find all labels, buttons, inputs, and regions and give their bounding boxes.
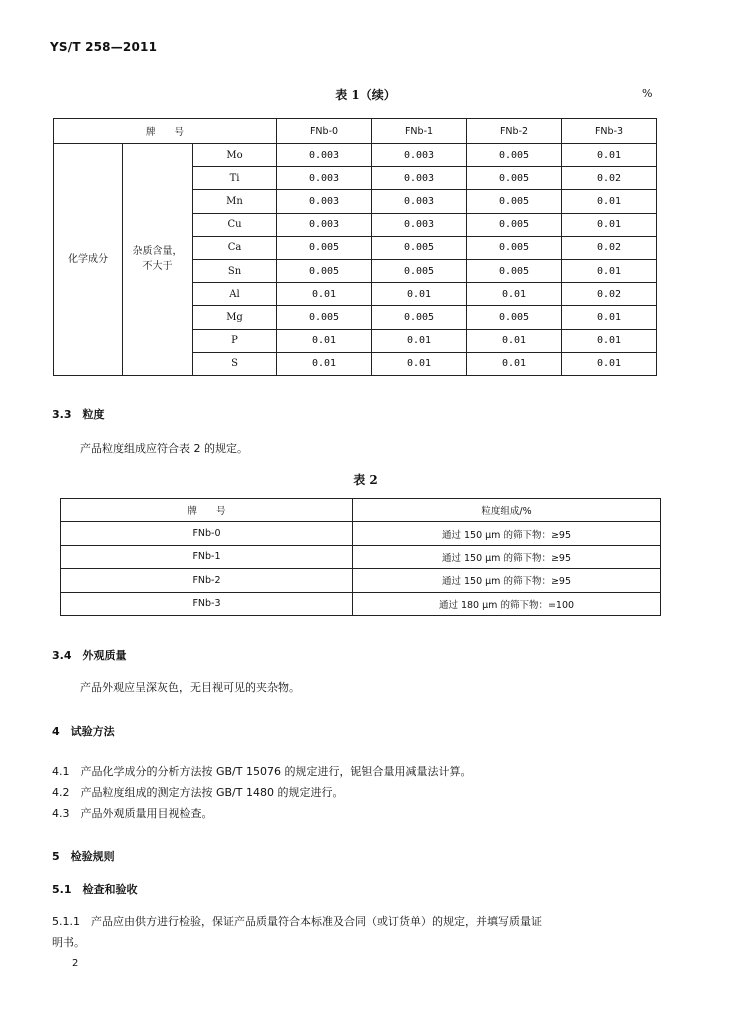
impurity-value: 0.01: [372, 283, 467, 306]
clause-5-1-1-line1: 5.1.1 产品应由供方进行检验，保证产品质量符合本标准及合同（或订货单）的规定，并填写质量证: [52, 915, 542, 928]
impurity-value: 0.01: [467, 329, 562, 352]
impurity-value: 0.01: [467, 352, 562, 375]
impurity-value: 0.003: [277, 144, 372, 167]
page-number: 2: [72, 958, 79, 969]
table2-row: [61, 545, 661, 568]
impurity-value: 0.005: [372, 306, 467, 329]
impurity-value: 0.005: [372, 236, 467, 259]
impurity-value: 0.01: [562, 213, 657, 236]
row-group-label: 化学成分: [54, 144, 123, 376]
impurity-value: 0.003: [277, 167, 372, 190]
impurity-value: 0.01: [562, 144, 657, 167]
section-3-4-text: 产品外观应呈深灰色，无目视可见的夹杂物。: [80, 681, 300, 694]
particle-size-cell: 通过 150 μm 的筛下物：≥95: [353, 545, 661, 568]
impurity-value: 0.005: [277, 236, 372, 259]
element-symbol: Mo: [193, 144, 277, 167]
impurity-value: 0.02: [562, 167, 657, 190]
section-3-3-heading: 3.3 粒度: [52, 408, 105, 421]
section-4-item: 4.1 产品化学成分的分析方法按 GB/T 15076 的规定进行，铌钽合量用减量法计算。: [52, 765, 472, 778]
element-symbol: Sn: [193, 259, 277, 282]
grade-cell: FNb-1: [61, 545, 353, 568]
grade-header: 牌 号: [61, 499, 353, 522]
clause-5-1-1-line2: 明书。: [52, 936, 85, 949]
impurity-value: 0.02: [562, 236, 657, 259]
section-4-item: 4.3 产品外观质量用目视检查。: [52, 807, 213, 820]
impurity-value: 0.005: [467, 190, 562, 213]
particle-size-cell: 通过 150 μm 的筛下物：≥95: [353, 569, 661, 592]
table1-caption: 表 1（续）: [335, 88, 396, 102]
impurity-value: 0.01: [562, 352, 657, 375]
sub-group-label: 杂质含量，不大于: [123, 144, 193, 376]
grade-col: FNb-1: [372, 119, 467, 144]
section-3-3-text: 产品粒度组成应符合表 2 的规定。: [80, 442, 248, 455]
impurity-value: 0.003: [277, 190, 372, 213]
table2-particle-size: [60, 498, 661, 616]
impurity-value: 0.02: [562, 283, 657, 306]
particle-size-cell: 通过 180 μm 的筛下物：=100: [353, 592, 661, 615]
element-symbol: Mn: [193, 190, 277, 213]
section-4-heading: 4 试验方法: [52, 725, 115, 738]
particle-size-cell: 通过 150 μm 的筛下物：≥95: [353, 522, 661, 545]
grade-col: FNb-2: [467, 119, 562, 144]
impurity-value: 0.005: [467, 144, 562, 167]
element-symbol: P: [193, 329, 277, 352]
impurity-value: 0.01: [562, 190, 657, 213]
grade-header: 牌 号: [54, 119, 277, 144]
section-5-heading: 5 检验规则: [52, 850, 115, 863]
impurity-value: 0.01: [277, 329, 372, 352]
impurity-value: 0.01: [372, 329, 467, 352]
impurity-value: 0.01: [277, 352, 372, 375]
impurity-value: 0.01: [277, 283, 372, 306]
grade-cell: FNb-3: [61, 592, 353, 615]
impurity-value: 0.003: [372, 167, 467, 190]
impurity-value: 0.003: [372, 144, 467, 167]
table1-chemical-composition: [53, 118, 657, 376]
impurity-value: 0.005: [467, 259, 562, 282]
element-symbol: Ca: [193, 236, 277, 259]
table2-header-row: [61, 499, 661, 522]
table1-header-row: [54, 119, 657, 144]
impurity-value: 0.005: [277, 306, 372, 329]
impurity-value: 0.01: [562, 329, 657, 352]
grade-col: FNb-0: [277, 119, 372, 144]
section-4-item: 4.2 产品粒度组成的测定方法按 GB/T 1480 的规定进行。: [52, 786, 344, 799]
table2-row: [61, 592, 661, 615]
impurity-value: 0.01: [467, 283, 562, 306]
section-3-4-heading: 3.4 外观质量: [52, 649, 127, 662]
impurity-value: 0.005: [467, 167, 562, 190]
element-symbol: Mg: [193, 306, 277, 329]
section-5-1-heading: 5.1 检查和验收: [52, 883, 138, 896]
table2-row: [61, 569, 661, 592]
impurity-value: 0.005: [467, 213, 562, 236]
impurity-value: 0.003: [372, 213, 467, 236]
impurity-value: 0.01: [562, 306, 657, 329]
particle-size-header: 粒度组成/%: [353, 499, 661, 522]
impurity-value: 0.01: [372, 352, 467, 375]
impurity-value: 0.003: [372, 190, 467, 213]
grade-col: FNb-3: [562, 119, 657, 144]
impurity-value: 0.005: [277, 259, 372, 282]
grade-cell: FNb-2: [61, 569, 353, 592]
table2-row: [61, 522, 661, 545]
table1-unit: %: [642, 87, 653, 100]
impurity-value: 0.01: [562, 259, 657, 282]
impurity-value: 0.005: [372, 259, 467, 282]
element-symbol: Ti: [193, 167, 277, 190]
impurity-value: 0.005: [467, 306, 562, 329]
impurity-value: 0.005: [467, 236, 562, 259]
element-symbol: Cu: [193, 213, 277, 236]
impurity-value: 0.003: [277, 213, 372, 236]
standard-code: YS/T 258—2011: [50, 40, 158, 54]
table2-caption: 表 2: [353, 473, 378, 487]
grade-cell: FNb-0: [61, 522, 353, 545]
element-symbol: Al: [193, 283, 277, 306]
element-symbol: S: [193, 352, 277, 375]
table1-row: [54, 144, 657, 167]
